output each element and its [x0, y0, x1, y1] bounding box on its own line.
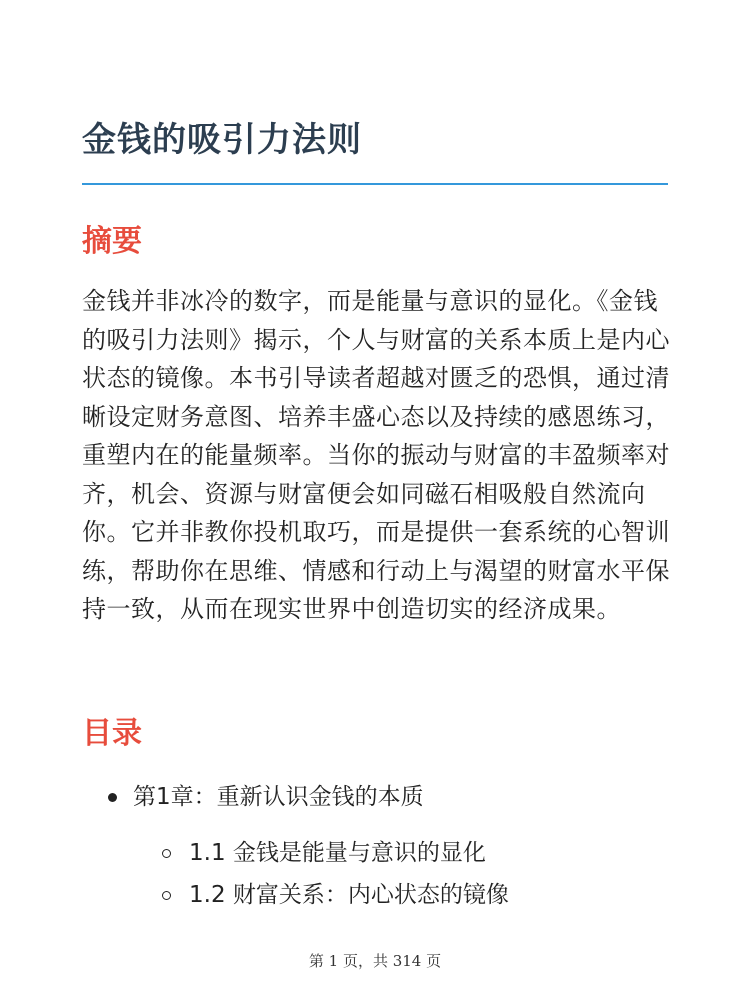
toc-chapter-label: 第1章：重新认识金钱的本质	[133, 784, 424, 810]
document-title: 金钱的吸引力法则	[82, 120, 362, 160]
toc-section-item[interactable]	[162, 834, 486, 872]
abstract-heading: 摘要	[82, 224, 142, 259]
toc-chapter-item[interactable]	[108, 778, 424, 816]
toc-section-item[interactable]	[162, 876, 509, 914]
bullet-disc-icon	[108, 793, 117, 802]
toc-section-label: 1.2 财富关系：内心状态的镜像	[189, 882, 509, 908]
page-number-footer: 第 1 页，共 314 页	[308, 952, 442, 970]
title-divider	[82, 183, 668, 185]
toc-section-label: 1.1 金钱是能量与意识的显化	[189, 840, 486, 866]
bullet-circle-icon	[162, 849, 171, 858]
abstract-paragraph: 金钱并非冰冷的数字，而是能量与意识的显化。《金钱的吸引力法则》揭示，个人与财富的关系本质上是内心状态的镜像。本书引导读者超越对匮乏的恐惧，通过清晰设定财务意图、培养丰盛心态以及持续的感恩练习，重塑内在的能量频率。当你的振动与财富的丰盈频率对齐，机会、资源与财富便会如同磁石相吸般自然流向你。它并非教你投机取巧，而是提供一套系统的心智训练，帮助你在思维、情感和行动上与渴望的财富水平保持一致，从而在现实世界中创造切实的经济成果。	[82, 287, 670, 623]
bullet-circle-icon	[162, 891, 171, 900]
toc-heading: 目录	[82, 716, 142, 751]
